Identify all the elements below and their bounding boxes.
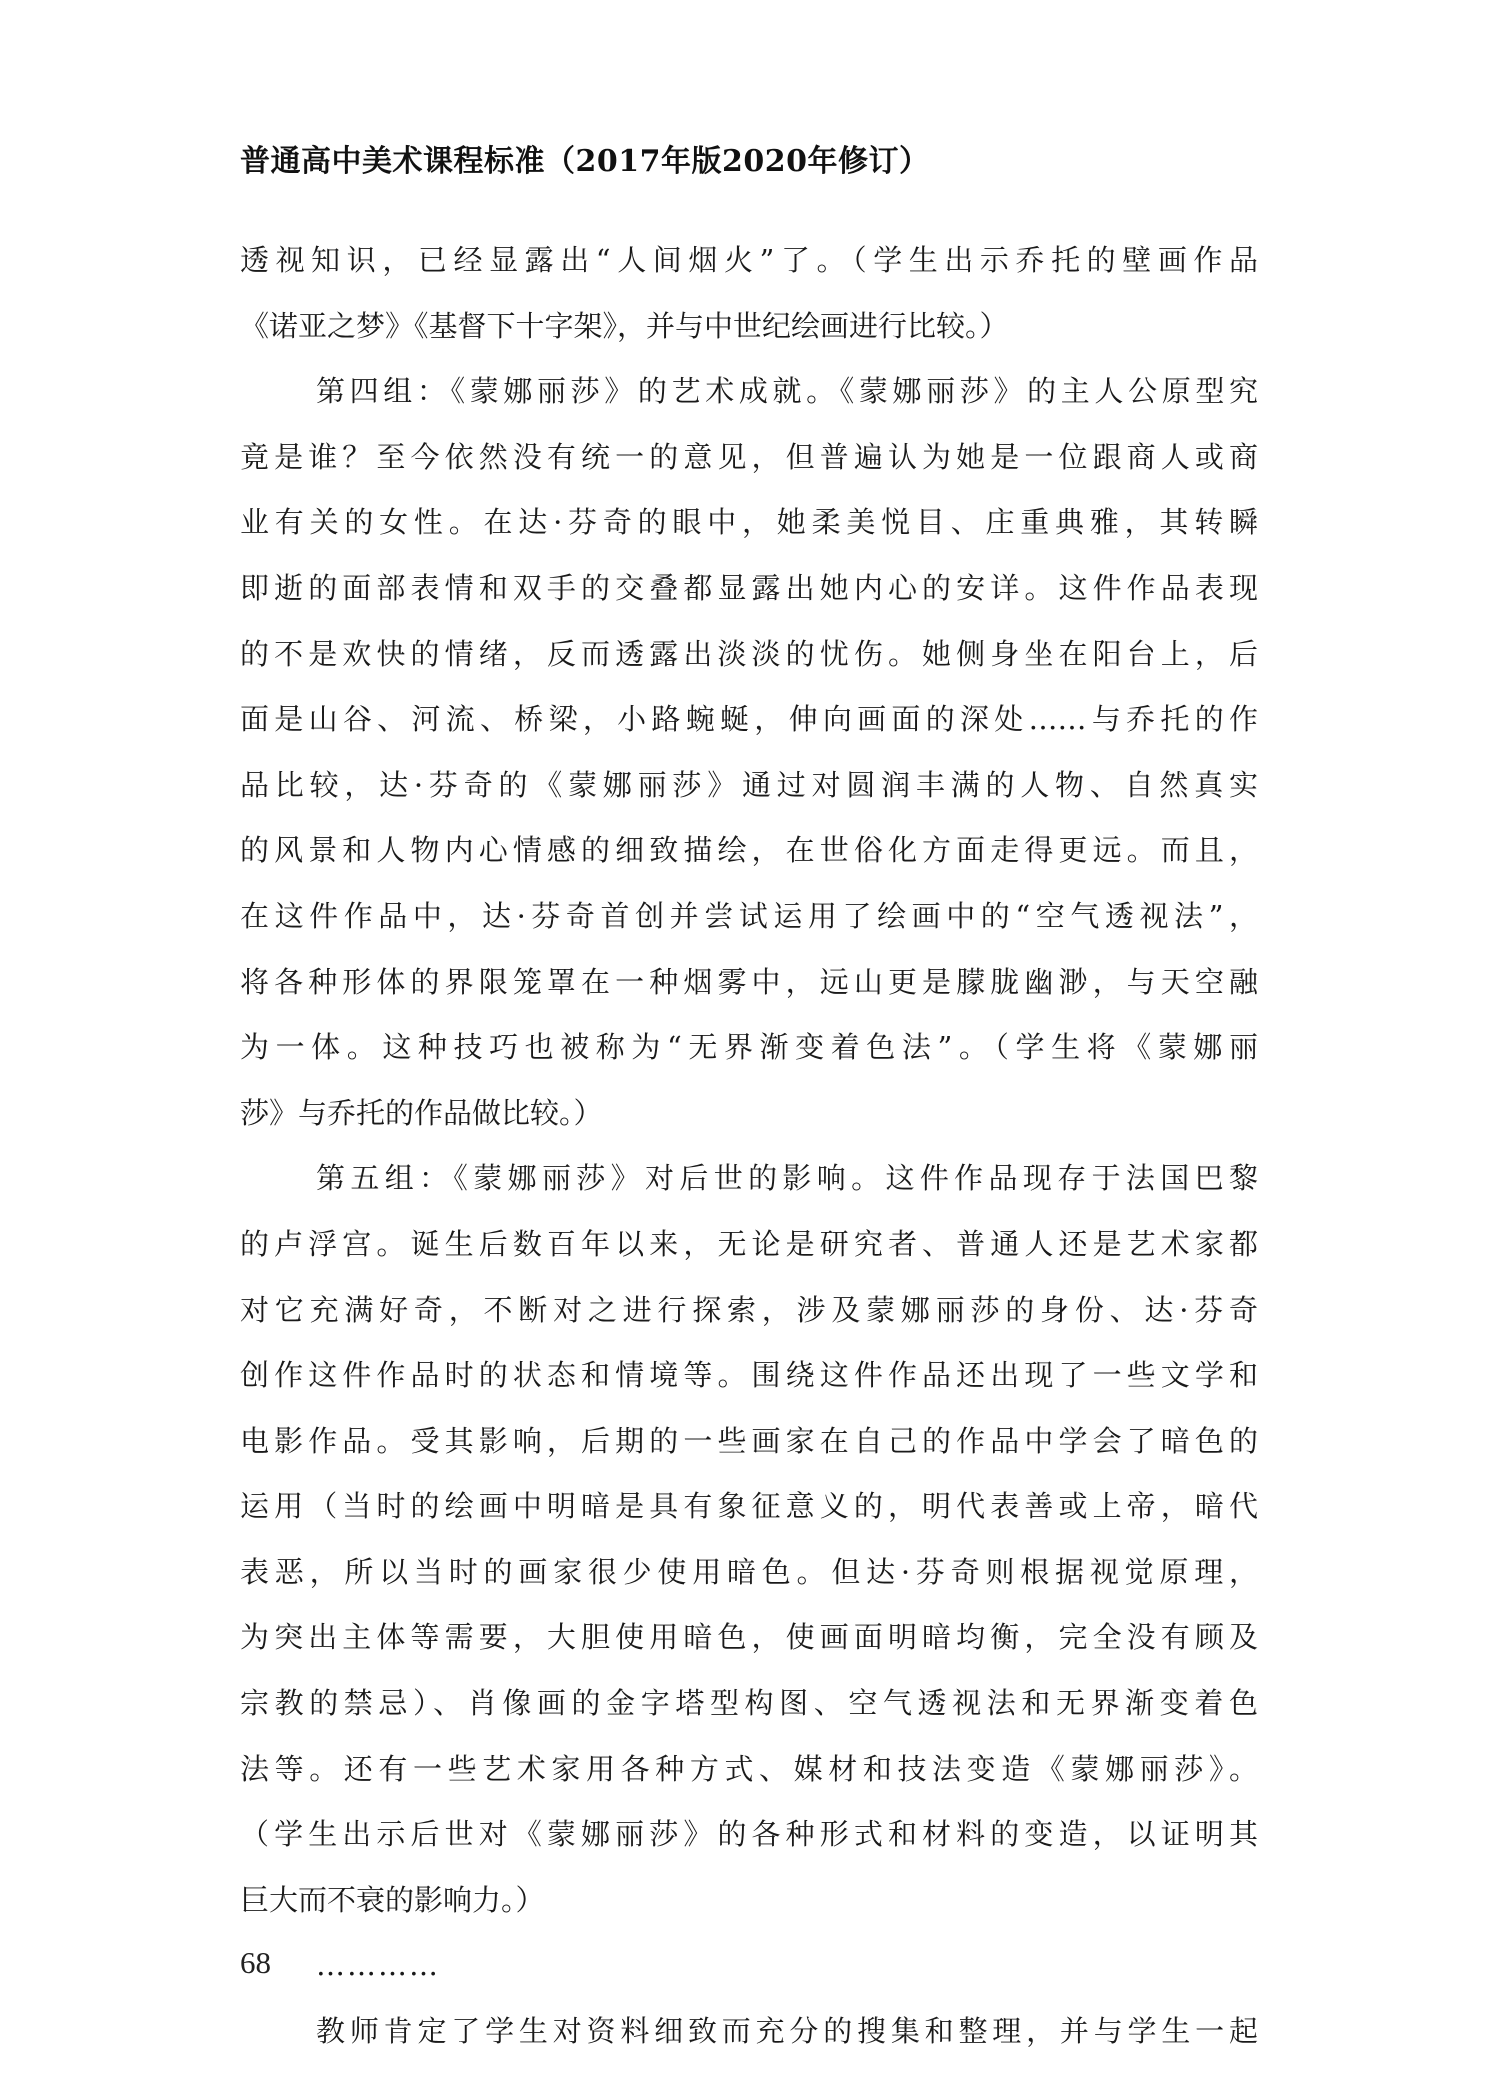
text-line: 即逝的面部表情和双手的交叠都显露出她内心的安详。这件作品表现 [240,570,1258,605]
paragraph-start-line: 第五组：《蒙娜丽莎》对后世的影响。这件作品现存于法国巴黎 [316,1161,1258,1196]
text-line: 为一体。这种技巧也被称为“无界渐变着色法”。（学生将《蒙娜丽 [240,1030,1258,1065]
paragraph-start-line: 教师肯定了学生对资料细致而充分的搜集和整理，并与学生一起 [316,2014,1258,2049]
text-line: 品比较，达·芬奇的《蒙娜丽莎》通过对圆润丰满的人物、自然真实 [240,767,1258,802]
text-line: 对它充满好奇，不断对之进行探索，涉及蒙娜丽莎的身份、达·芬奇 [240,1292,1258,1327]
text-line: 巨大而不衰的影响力。） [240,1882,545,1917]
paragraph-start-line: 第四组：《蒙娜丽莎》的艺术成就。《蒙娜丽莎》的主人公原型究 [316,374,1258,409]
text-line: 为突出主体等需要，大胆使用暗色，使画面明暗均衡，完全没有顾及 [240,1620,1258,1655]
text-line: 将各种形体的界限笼罩在一种烟雾中，远山更是朦胧幽渺，与天空融 [240,964,1258,999]
text-line: 在这件作品中，达·芬奇首创并尝试运用了绘画中的“空气透视法”， [240,898,1258,933]
text-line: 的卢浮宫。诞生后数百年以来，无论是研究者、普通人还是艺术家都 [240,1226,1258,1261]
page-number: 68 [240,1945,271,1980]
text-line: 面是山谷、河流、桥梁，小路蜿蜒，伸向画面的深处……与乔托的作 [240,702,1258,737]
text-line: 透视知识，已经显露出“人间烟火”了。（学生出示乔托的壁画作品 [240,243,1258,277]
text-line: 《诺亚之梦》《基督下十字架》，并与中世纪绘画进行比较。） [240,308,1009,343]
text-line: 的风景和人物内心情感的细致描绘，在世俗化方面走得更远。而且， [240,833,1258,868]
text-line: 莎》与乔托的作品做比较。） [240,1095,603,1130]
text-line: （学生出示后世对《蒙娜丽莎》的各种形式和材料的变造，以证明其 [240,1817,1258,1852]
text-line: 运用（当时的绘画中明暗是具有象征意义的，明代表善或上帝，暗代 [240,1489,1258,1524]
text-line: 宗教的禁忌）、肖像画的金字塔型构图、空气透视法和无界渐变着色 [240,1686,1258,1721]
text-line: 创作这件作品时的状态和情境等。围绕这件作品还出现了一些文学和 [240,1358,1258,1393]
text-line: 表恶，所以当时的画家很少使用暗色。但达·芬奇则根据视觉原理， [240,1554,1258,1589]
text-line: 业有关的女性。在达·芬奇的眼中，她柔美悦目、庄重典雅，其转瞬 [240,505,1258,540]
body-text [240,228,1258,2065]
text-line: 竟是谁？至今依然没有统一的意见，但普遍认为她是一位跟商人或商 [240,439,1258,474]
text-line: 的不是欢快的情绪，反而透露出淡淡的忧伤。她侧身坐在阳台上，后 [240,636,1258,671]
ellipsis-line: ………… [316,1948,440,1983]
text-line: 法等。还有一些艺术家用各种方式、媒材和技法变造《蒙娜丽莎》。 [240,1751,1258,1786]
text-line: 电影作品。受其影响，后期的一些画家在自己的作品中学会了暗色的 [240,1423,1258,1458]
running-header: 普通高中美术课程标准（2017年版2020年修订） [240,144,930,179]
